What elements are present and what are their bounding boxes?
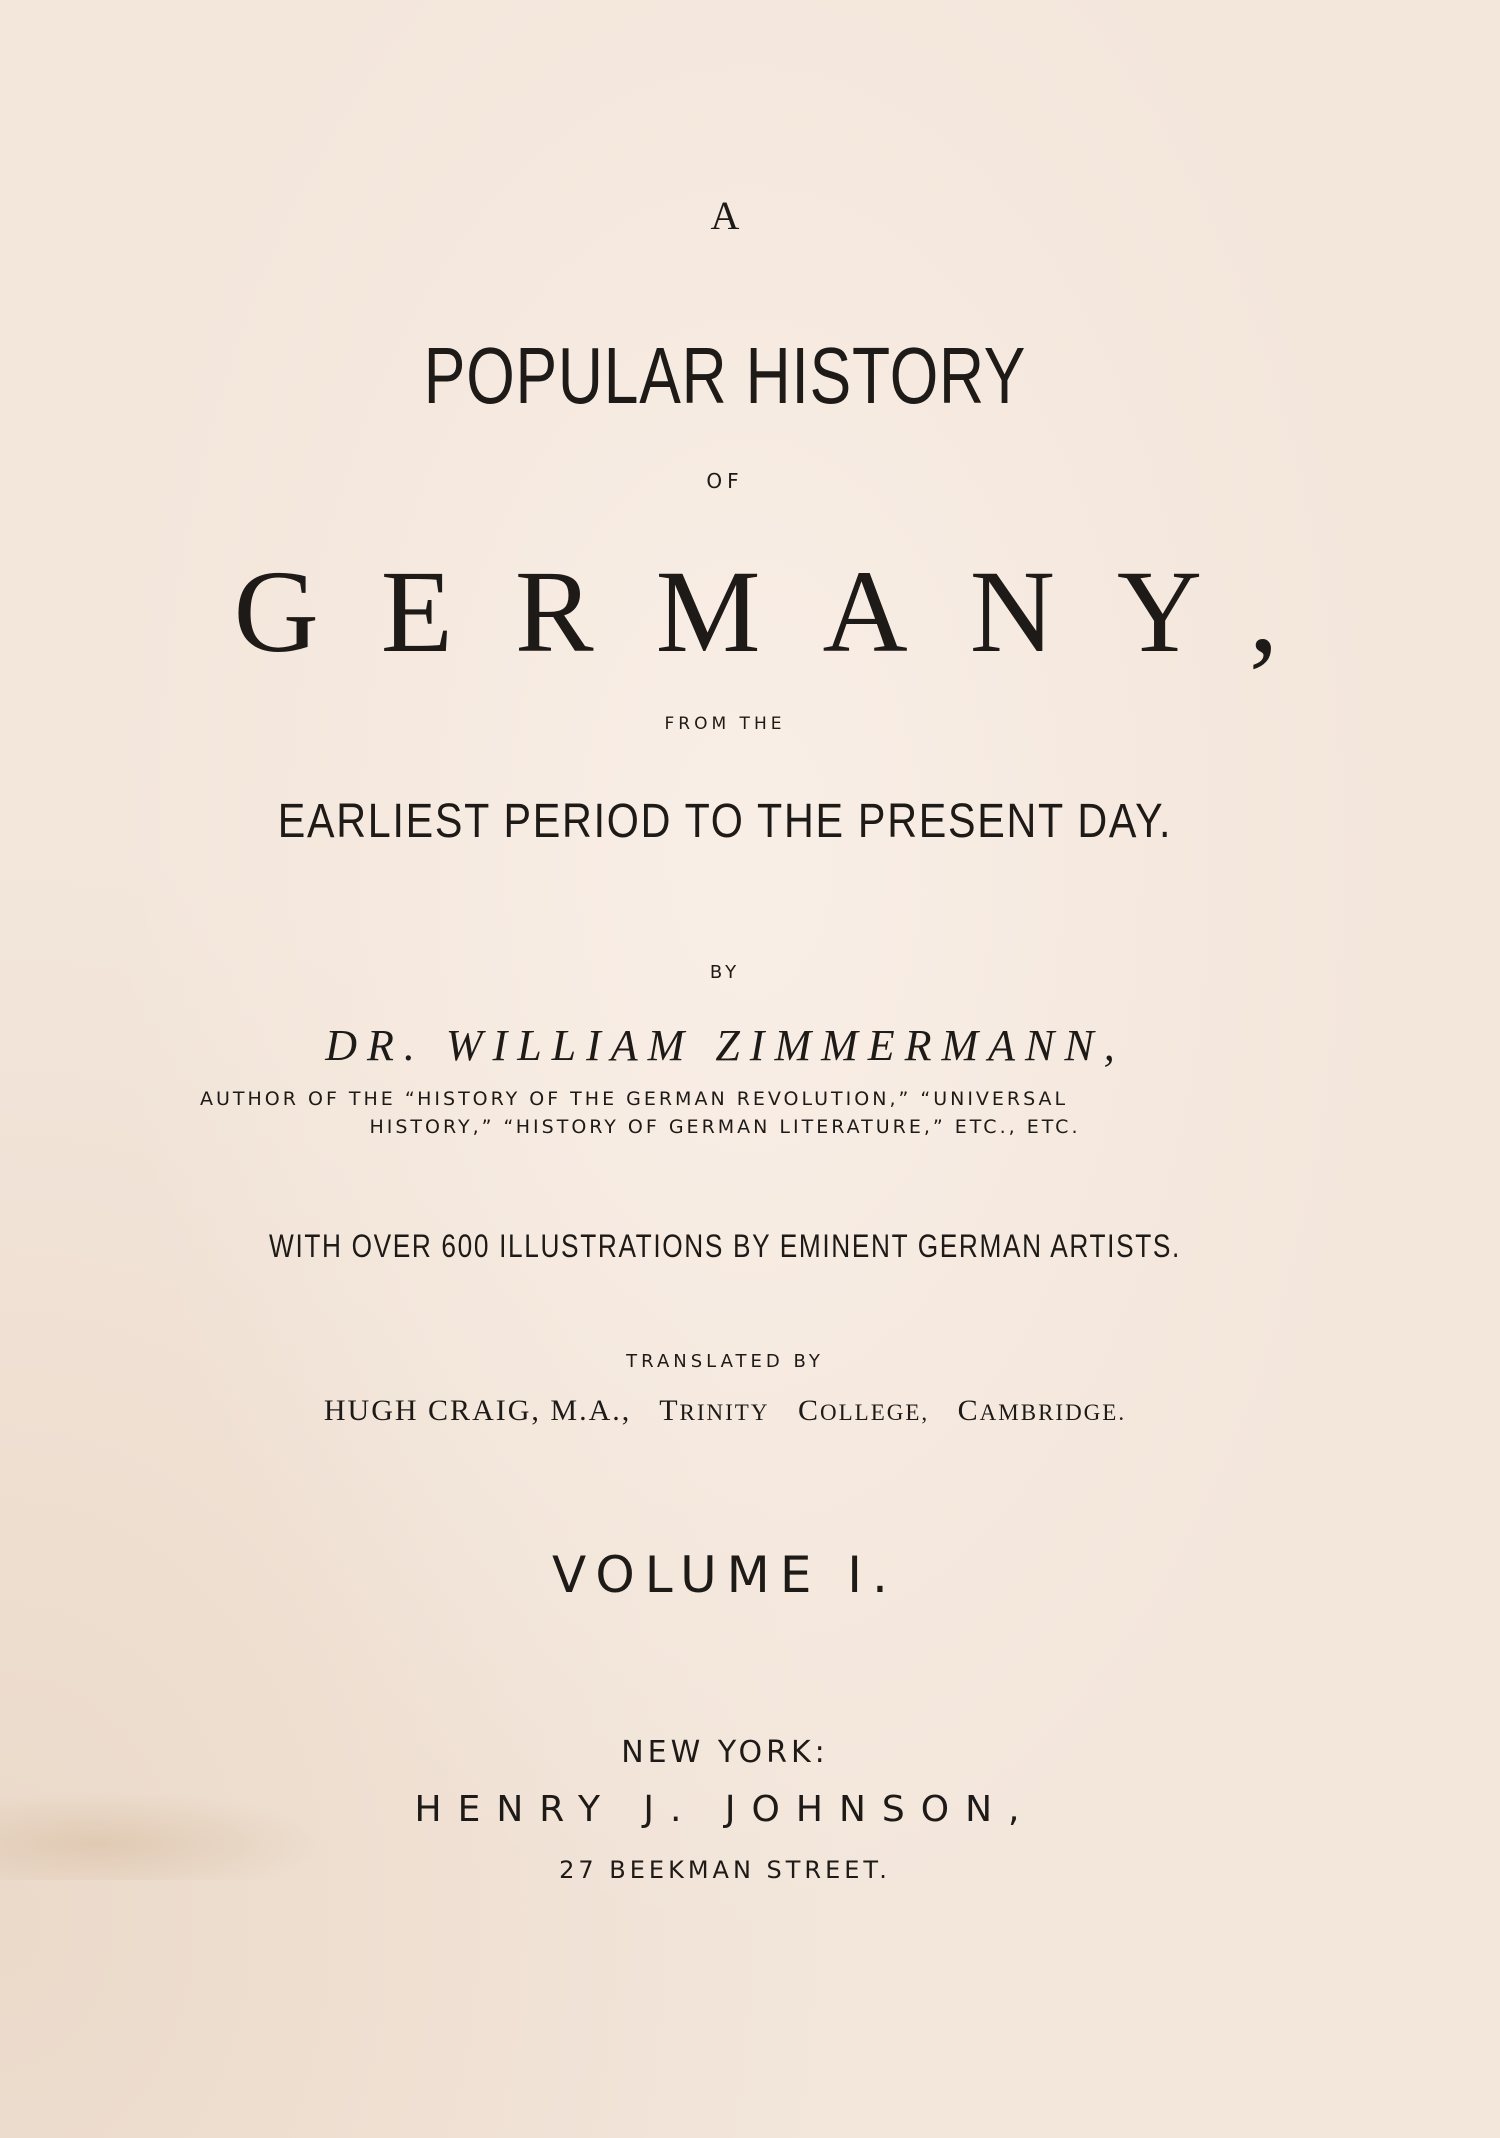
place-initial: C [957,1394,980,1427]
college2-rest: OLLEGE, [819,1400,930,1425]
title-article: A [710,193,740,238]
illustrations-note: WITH OVER 600 ILLUSTRATIONS BY EMINENT GERMAN ARTISTS. [269,1228,1181,1264]
college-initial: T [659,1394,680,1427]
translator-line [0,1396,1450,1426]
author-credits-line-1: AUTHOR OF THE “HISTORY OF THE GERMAN REVOLUTION,” “UNIVERSAL [200,1088,1069,1110]
title-country: GERMANY, [233,546,1341,677]
translator-name: HUGH CRAIG, M.A., [323,1394,632,1427]
author-name: DR. WILLIAM ZIMMERMANN, [325,1021,1125,1070]
subtitle-from-the: FROM THE [664,714,786,734]
byline-by: BY [709,962,741,983]
subtitle-period: EARLIEST PERIOD TO THE PRESENT DAY. [277,795,1173,848]
college2-initial: C [797,1394,820,1427]
imprint-city: NEW YORK: [621,1735,829,1770]
place-rest: AMBRIDGE. [979,1400,1127,1425]
title-of: OF [706,469,744,493]
imprint-publisher: HENRY J. JOHNSON, [414,1789,1036,1830]
author-credits-line-2: HISTORY,” “HISTORY OF GERMAN LITERATURE,” ETC., ETC. [369,1116,1081,1138]
college-rest: RINITY [679,1400,770,1425]
translated-by-label: TRANSLATED BY [626,1351,824,1372]
main-title: POPULAR HISTORY [423,331,1027,420]
imprint-address: 27 BEEKMAN STREET. [559,1856,891,1884]
volume-number: VOLUME I. [552,1546,898,1604]
